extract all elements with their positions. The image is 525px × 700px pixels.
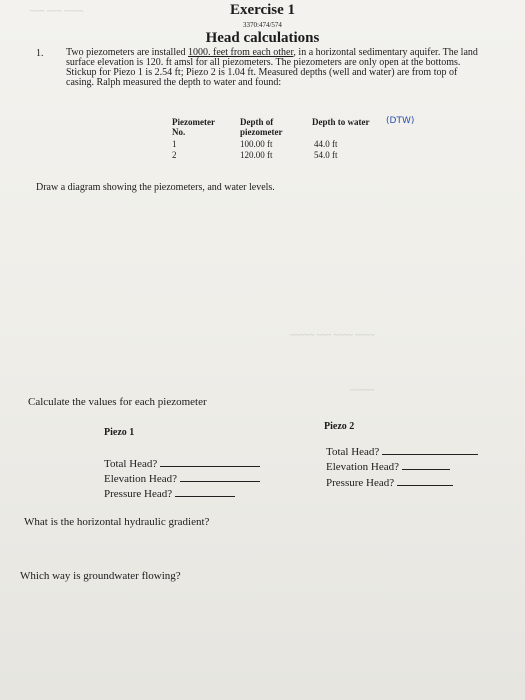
question-number: 1. <box>36 48 44 59</box>
answer-blank[interactable] <box>160 456 260 467</box>
handwritten-note: (DTW) <box>386 116 415 126</box>
page-title: Exercise 1 <box>229 2 296 18</box>
table-header-piezometer <box>172 117 215 137</box>
table-cell-depth: 120.00 ft <box>240 150 273 160</box>
field-label: Pressure Head? <box>326 477 395 489</box>
piezo1-total-head <box>104 456 260 470</box>
page-subtitle: Head calculations <box>205 30 320 46</box>
piezo2-label: Piezo 2 <box>324 421 355 432</box>
table-cell-dtw: 54.0 ft <box>314 150 338 160</box>
table-header-text: Depth of <box>240 117 274 127</box>
bleed-through-mark: ~~~~~ ~~~ ~~~~ ~~~~ <box>290 330 375 340</box>
course-code: 3370:474/574 <box>243 21 282 29</box>
table-header-text: piezometer <box>240 127 283 137</box>
table-header-text: No. <box>172 127 186 137</box>
field-label: Elevation Head? <box>104 473 177 485</box>
answer-blank[interactable] <box>397 475 453 486</box>
table-cell-no: 2 <box>172 150 177 160</box>
table-cell-no: 1 <box>172 139 177 149</box>
flow-direction-question: Which way is groundwater flowing? <box>20 570 181 582</box>
piezo2-total-head <box>326 444 478 458</box>
piezo1-pressure-head <box>104 486 235 500</box>
question-text <box>66 48 486 88</box>
calc-heading: Calculate the values for each piezometer <box>28 396 207 408</box>
field-label: Elevation Head? <box>326 461 399 473</box>
table-header-dtw: Depth to water <box>312 117 370 127</box>
question-text-underlined: 1000. feet from each other <box>188 47 294 58</box>
instruction-text: Draw a diagram showing the piezometers, and water levels. <box>36 182 275 193</box>
field-label: Pressure Head? <box>104 488 173 500</box>
answer-blank[interactable] <box>175 486 235 497</box>
answer-blank[interactable] <box>180 471 260 482</box>
piezo2-pressure-head <box>326 475 453 489</box>
question-text-part: , in a horizontal sedimentary aquifer. The land surface elevation is 120. ft amsl for all piezometers. The piezometers are only open at the bottoms. Stickup for Piezo 1 is 2.54 ft; Piezo 2 is 1.04 ft. Measured depths (well and water) are from top of casing. Ralph measured the depth to water and found: <box>66 47 478 88</box>
question-text-part: Two piezometers are installed <box>66 47 189 58</box>
bleed-through-mark: ~~~~~ <box>350 385 375 395</box>
bleed-through-mark: ~~~ ~~~ ~~~~ <box>30 6 84 16</box>
table-header-text: Piezometer <box>172 117 215 127</box>
piezo2-elevation-head <box>326 459 450 473</box>
table-cell-dtw: 44.0 ft <box>314 139 338 149</box>
gradient-question: What is the horizontal hydraulic gradient? <box>24 516 210 528</box>
answer-blank[interactable] <box>382 444 478 455</box>
answer-blank[interactable] <box>402 459 450 470</box>
table-header-depth <box>240 117 282 137</box>
piezo1-elevation-head <box>104 471 260 485</box>
field-label: Total Head? <box>326 446 380 458</box>
table-cell-depth: 100.00 ft <box>240 139 273 149</box>
field-label: Total Head? <box>104 458 158 470</box>
piezo1-label: Piezo 1 <box>104 427 135 438</box>
